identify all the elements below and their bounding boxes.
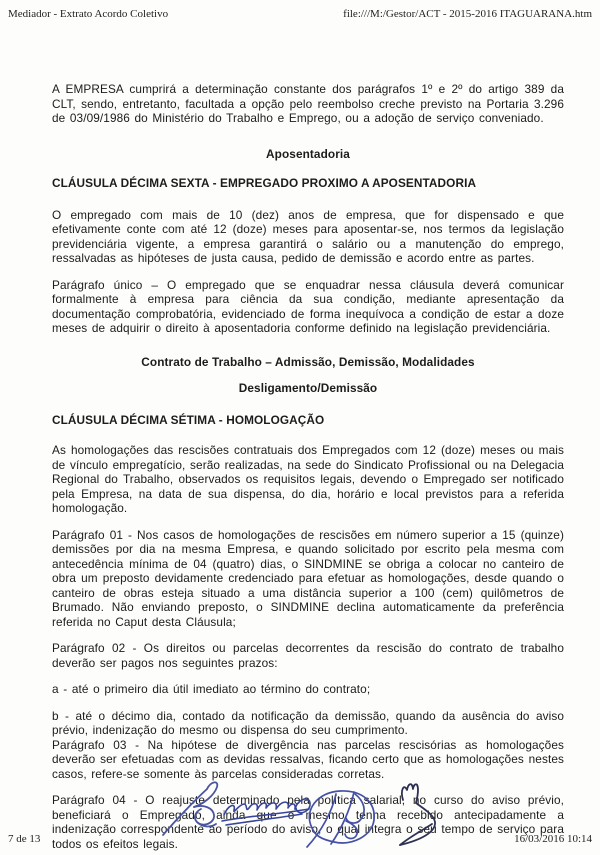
- section-heading-contrato: Contrato de Trabalho – Admissão, Demissão, Modalidades: [141, 354, 475, 369]
- print-header: [8, 8, 592, 20]
- paragraph-creche: A EMPRESA cumprirá a determinação constante dos parágrafos 1º e 2º do artigo 389 da CLT, sendo, entretanto, facultada a opção pelo reembolso creche previsto na Portaria 3.296 de 03/09/1986 do Ministério do Trabalho e Emprego, ou a adoção de serviço conveniado.: [52, 82, 564, 125]
- section-heading-aposentadoria: Aposentadoria: [266, 146, 350, 161]
- paragraph-clause-17-p01: Parágrafo 01 - Nos casos de homologações de rescisões em número superior a 15 (quinze) demissões por dia na mesma Empresa, e quando solicitado por escrito pela mesma com antecedência mínima de 04 (quatro) dias, o SINDMINE se obriga a colocar no canteiro de obra um preposto devidamente credenciado para efetuar as homologações, desde quando o canteiro de obras esteja situado a uma distância superior a 100 (cem) quilômetros de Brumado. Não enviando preposto, o SINDMINE declina automaticamente da preferência referida no Caput desta Cláusula;: [52, 527, 564, 629]
- list-item-a: a - até o primeiro dia útil imediato ao término do contrato;: [52, 682, 371, 696]
- paragraph-clause-17-p02: Parágrafo 02 - Os direitos ou parcelas decorrentes da rescisão do contrato de trabalho deverão ser pagos nos seguintes prazos:: [52, 641, 564, 670]
- paragraph-clause-17-p04: Parágrafo 04 - O reajuste determinado pela política salarial, no curso do aviso prévio, beneficiará o Empregado, ainda que o mesmo tenha recebido antecipadamente a indenização correspondente ao período do aviso, o qual integra o seu tempo de serviço para todos os efeitos legais.: [52, 793, 564, 851]
- paragraph-clause-16-caput: O empregado com mais de 10 (dez) anos de empresa, que for dispensado e que efetivamente conte com até 12 (doze) meses para aposentar-se, nos termos da legislação previdenciária vigente, a empresa garantirá o salário ou a manutenção do emprego, ressalvadas as hipóteses de justa causa, pedido de demissão e acordo entre as partes.: [52, 207, 564, 265]
- paragraph-clause-16-unico: Parágrafo único – O empregado que se enquadrar nessa cláusula deverá comunicar formalmente à empresa para ciência da sua condição, mediante apresentação da documentação comprobatória, evidenciado de forma inequívoca a condição de estar a doze meses de adquirir o direito à aposentadoria conforme definido na legislação previdenciária.: [52, 277, 564, 335]
- section-heading-desligamento: Desligamento/Demissão: [238, 381, 378, 395]
- clause-heading-decima-sexta: CLÁUSULA DÉCIMA SEXTA - EMPREGADO PROXIMO A APOSENTADORIA: [52, 176, 477, 190]
- paragraph-clause-17-caput: As homologações das rescisões contratuais dos Empregados com 12 (doze) meses ou mais de vínculo empregatício, serão realizadas, na sede do Sindicato Profissional ou na Delegacia Regional do Trabalho, observados os requisitos legais, devendo o Empregado ser notificado pela Empresa, na data de sua dispensa, do dia, horário e local previstos para a referida homologação.: [52, 443, 564, 515]
- clause-heading-decima-setima: CLÁUSULA DÉCIMA SÉTIMA - HOMOLOGAÇÃO: [52, 412, 325, 427]
- print-header-file-url: file:///M:/Gestor/ACT - 2015-2016 ITAGUARANA.htm: [343, 8, 592, 20]
- print-footer: [8, 833, 592, 845]
- page-number: 7 de 13: [8, 833, 41, 845]
- print-header-title: Mediador - Extrato Acordo Coletivo: [8, 8, 169, 20]
- paragraph-clause-17-p03: Parágrafo 03 - Na hipótese de divergência nas parcelas rescisórias as homologações deverão ser efetuadas com as devidas ressalvas, ficando certo que as homologações nestes casos, refere-se somente às parcelas consideradas corretas.: [52, 737, 564, 781]
- print-datetime: 16/03/2016 10:14: [514, 833, 592, 845]
- list-item-b: b - até o décimo dia, contado da notificação da demissão, quando da ausência do aviso prévio, indenização do mesmo ou dispensa do seu cumprimento.: [52, 708, 564, 737]
- document-body: [52, 82, 564, 851]
